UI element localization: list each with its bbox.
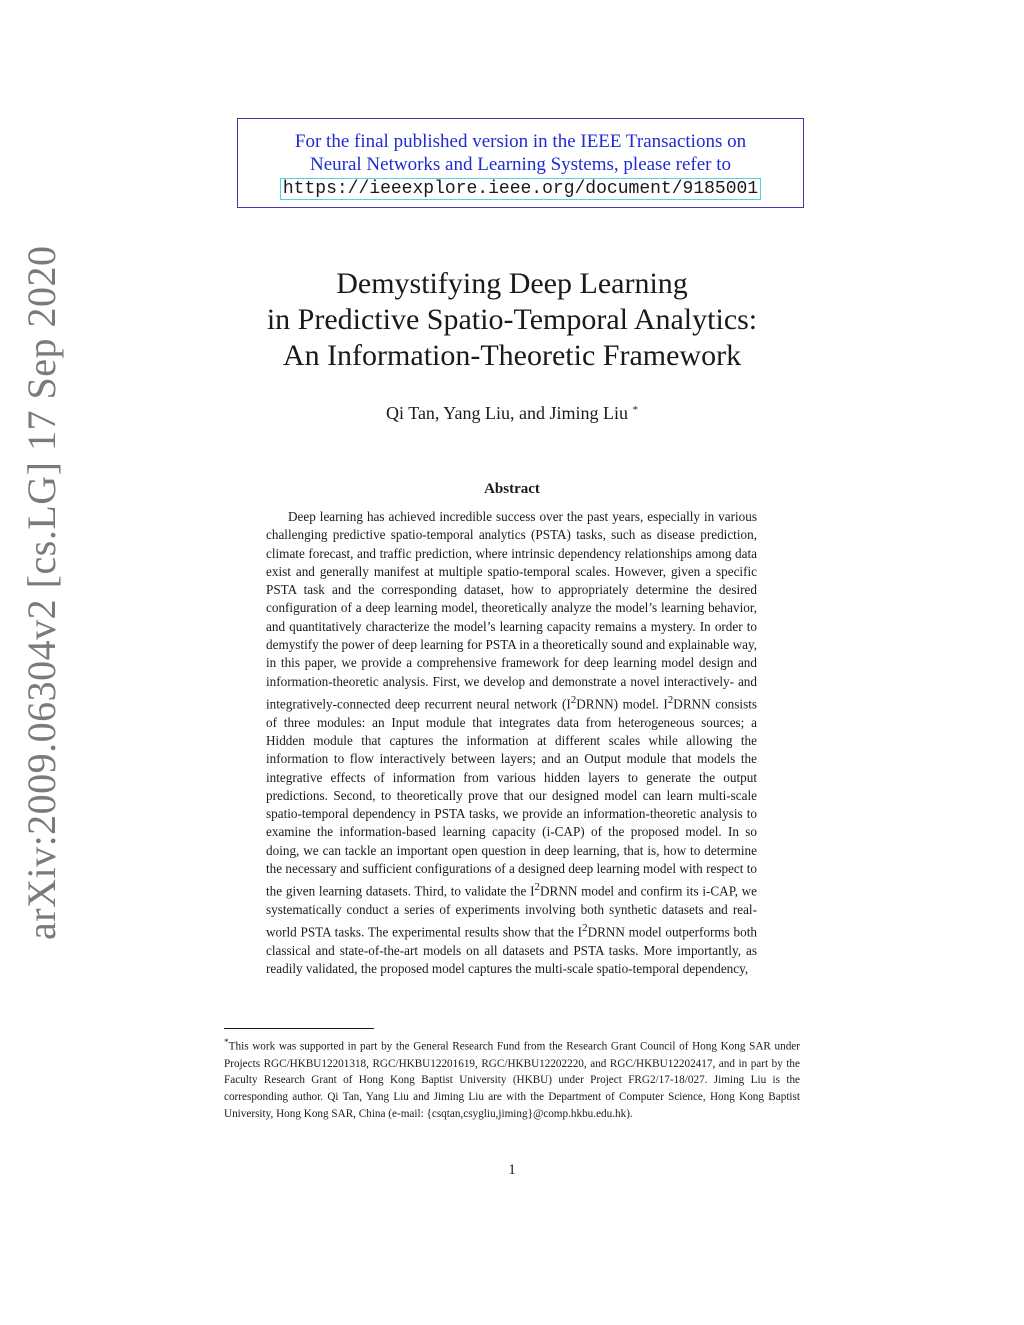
page-number: 1 [508, 1162, 516, 1178]
abstract-part-1: Deep learning has achieved incredible success over the past years, especially in various challenging predictive spatio-temporal analytics (PSTA) tasks, such as disease prediction, climate forecast, and traffic prediction, where intrinsic dependency relationships among data exist and generally manifest at multiple spatio-temporal scales. However, given a specific PSTA task and the corresponding dataset, how to appropriately determine the desired configuration of a deep learning model, theoretically analyze the model’s learning behavior, and quantitatively characterize the model’s learning capacity remains a mystery. In order to demystify the power of deep learning for PSTA in a theoretically sound and explainable way, in this paper, we provide a comprehensive framework for deep learning model design and information-theoretic analysis. First, we develop and demonstrate a novel interactively- and integratively-connected deep recurrent neural network (I [266, 509, 757, 712]
ieee-link[interactable]: https://ieeexplore.ieee.org/document/9185001 [280, 178, 761, 200]
abstract-heading: Abstract [484, 481, 540, 497]
footnote-mark: * [224, 1038, 229, 1048]
funding-footnote [224, 1035, 800, 1123]
superscript: 2 [570, 693, 577, 706]
author-list [170, 399, 854, 424]
superscript: 2 [534, 881, 541, 894]
paper-title [170, 266, 854, 374]
abstract-text [266, 508, 757, 979]
author-names: Qi Tan, Yang Liu, and Jiming Liu [386, 403, 628, 423]
notice-line-1: For the final published version in the IEEE Transactions on [294, 131, 747, 152]
title-line-3: An Information-Theoretic Framework [282, 339, 742, 372]
footnote-divider [224, 1028, 374, 1029]
abstract-part-3: DRNN consists of three modules: an Input module that integrates data from heterogeneous sources; a Hidden module that captures the information at different scales while allowing the information to flow interactively between layers; and an Output module that models the integrative effects of information from various hidden layers to generate the output predictions. Second, to theoretically prove that our designed model can learn multi-scale spatio-temporal dependency in PSTA tasks, we provide an information-theoretic analysis to examine the information-based learning capacity (i-CAP) of the proposed model. In so doing, we can tackle an important open question in deep learning, that is, how to determine the necessary and sufficient configurations of a designed deep learning model with respect to the given learning datasets. Third, to validate the I [266, 696, 757, 899]
author-footnote-mark: * [632, 404, 638, 416]
title-line-2: in Predictive Spatio-Temporal Analytics: [266, 303, 758, 336]
publication-notice-box [237, 118, 804, 208]
abstract-part-4: DRNN model and confirm its i-CAP, we systematically conduct a series of experiments involving both synthetic datasets and real-world PSTA tasks. The experimental results show that the I [266, 883, 758, 940]
footnote-text: This work was supported in part by the General Research Fund from the Research Grant Council of Hong Kong SAR under Projects RGC/HKBU12201318, RGC/HKBU12201619, RGC/HKBU12202220, and RGC/HKBU12202417, and in part by the Faculty Research Grant of Hong Kong Baptist University (HKBU) under Project FRG2/17-18/027. Jiming Liu is the corresponding author. Qi Tan, Yang Liu and Jiming Liu are with the Department of Computer Science, Hong Kong Baptist University, Hong Kong SAR, China (e-mail: {csqtan,csygliu,jiming}@comp.hkbu.edu.hk). [224, 1040, 800, 1120]
abstract-part-5: DRNN model outperforms both classical and state-of-the-art models on all datasets and PSTA tasks. More importantly, as readily validated, the proposed model captures the multi-scale spatio-temporal dependency, [266, 924, 757, 977]
superscript: 2 [667, 693, 674, 706]
arxiv-identifier: arXiv:2009.06304v2 [cs.LG] 17 Sep 2020 [19, 245, 64, 940]
superscript: 2 [582, 922, 588, 935]
title-line-1: Demystifying Deep Learning [336, 267, 688, 300]
notice-line-2: Neural Networks and Learning Systems, please refer to [309, 154, 732, 175]
abstract-part-2: DRNN) model. I [576, 696, 668, 712]
